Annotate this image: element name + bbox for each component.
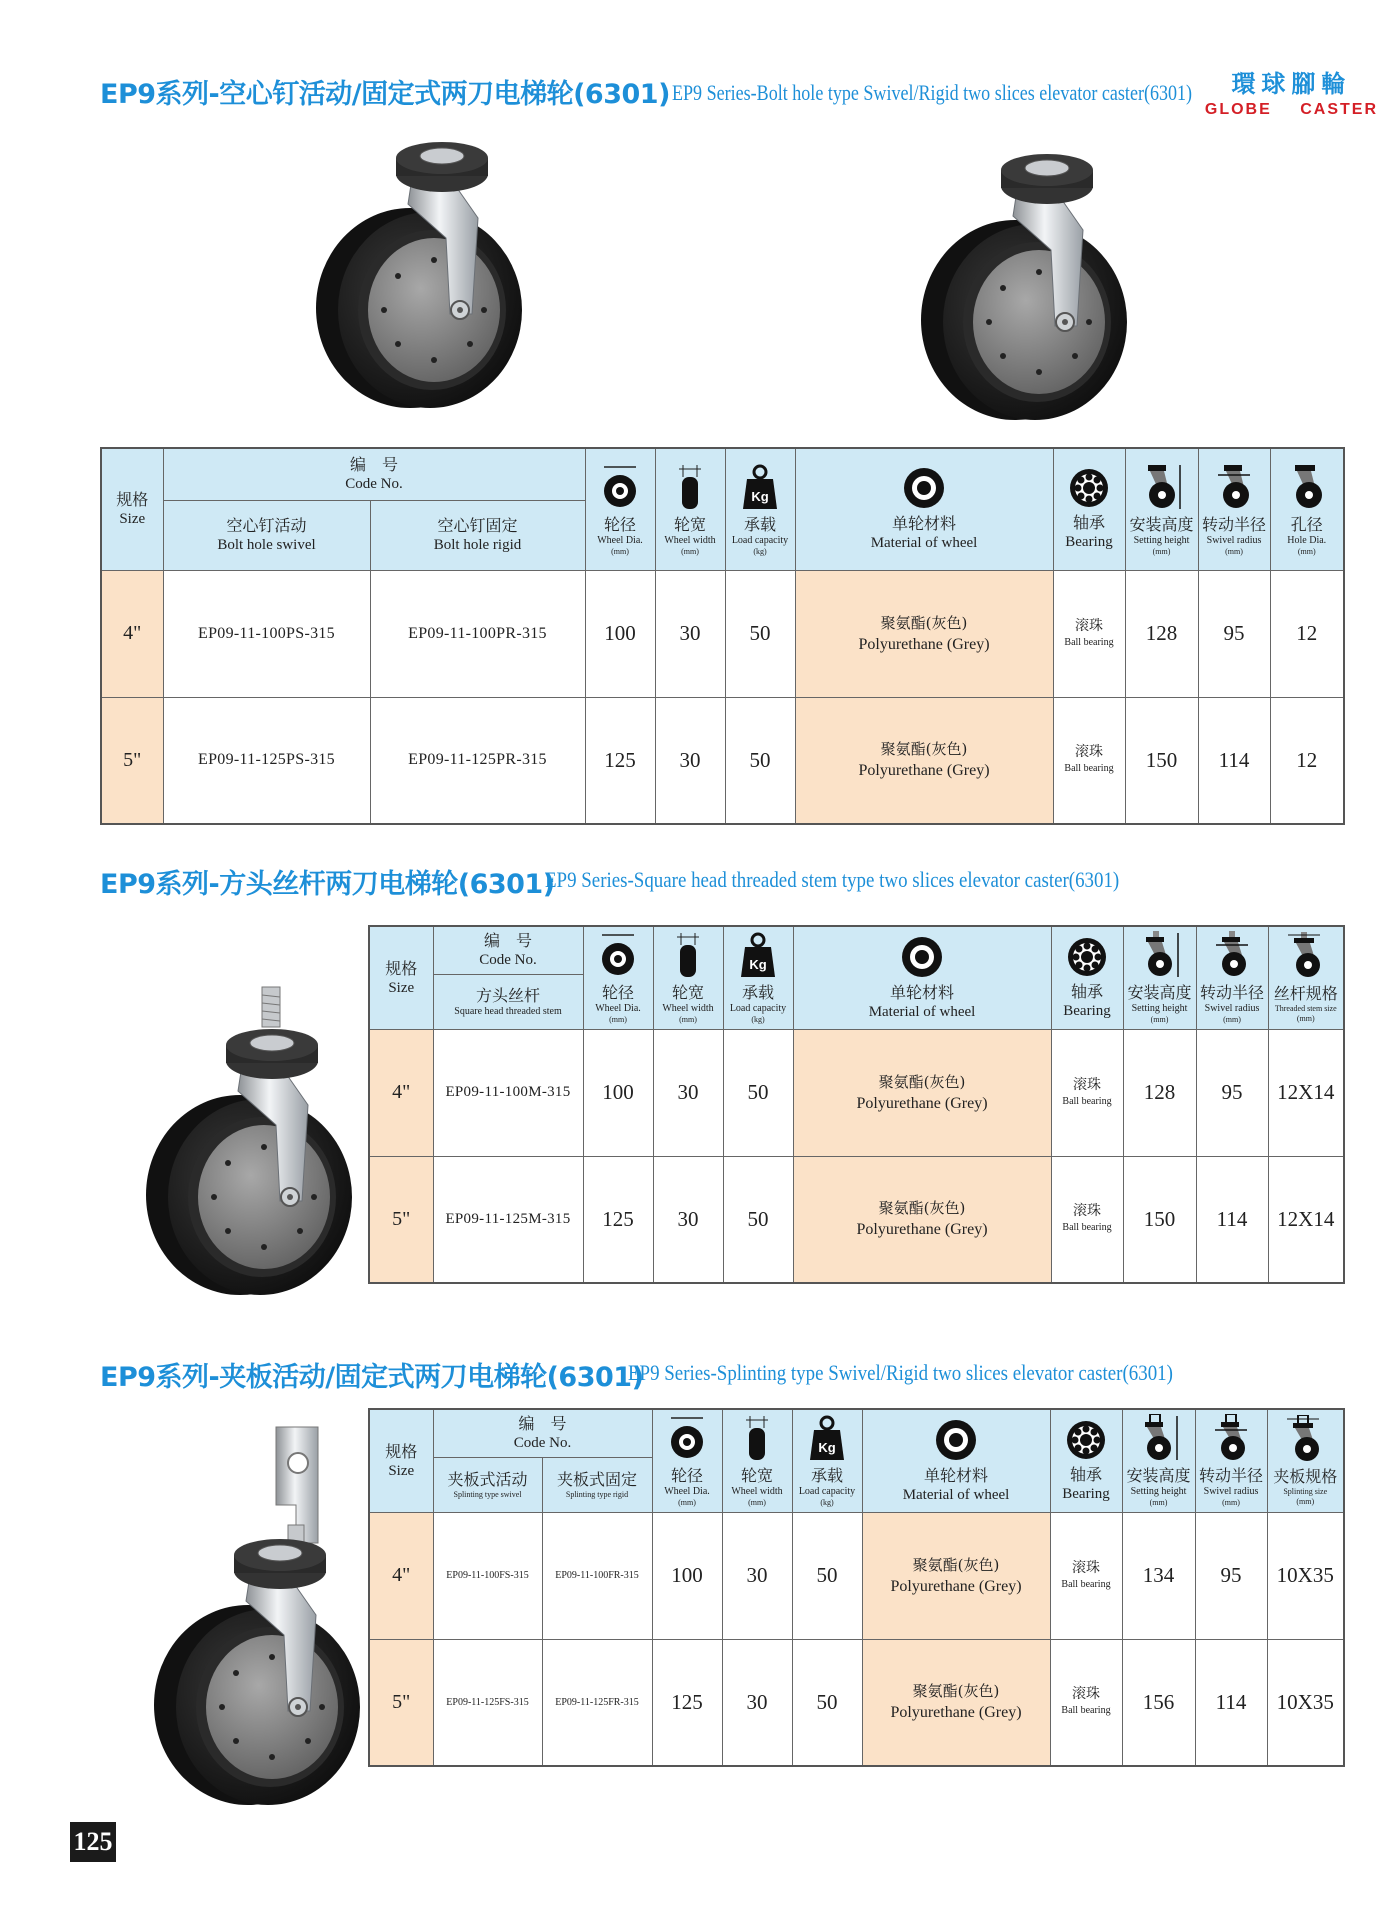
cell-size: 4" [101,570,163,697]
caster-photo-splinting [128,1425,368,1805]
wheel-material-icon [934,1418,978,1462]
hole-dia-icon [1285,463,1329,511]
cell-wheel-dia: 125 [585,697,655,824]
brand-name-cn: 環球腳輪 [1231,70,1352,98]
bearing-icon [1068,467,1110,509]
cell-setting-height: 134 [1122,1512,1195,1639]
cell-code-swivel: EP09-11-100FS-315 [433,1512,542,1639]
cell-code-rigid: EP09-11-125PR-315 [370,697,585,824]
header-code-sub2: 夹板式固定 Splinting type rigid [542,1457,652,1512]
table-row [369,1029,1344,1156]
cell-size: 4" [369,1029,433,1156]
header-load: Kg 承载 Load capacity (kg) [792,1409,862,1512]
header-load: Kg 承载 Load capacity (kg) [725,448,795,570]
wheel-material-icon [900,935,944,979]
cell-wheel-width: 30 [655,697,725,824]
wheel-width-icon [669,931,707,979]
cell-hole-dia: 12 [1270,697,1344,824]
header-bearing: 轴承 Bearing [1051,926,1123,1029]
header-size: 规格 Size [369,926,433,1029]
cell-wheel-width: 30 [653,1029,723,1156]
header-code-sub1: 方头丝杆 Square head threaded stem [433,974,583,1029]
cell-bearing: 滚珠 Ball bearing [1050,1639,1122,1766]
cell-code-rigid: EP09-11-100FR-315 [542,1512,652,1639]
cell-setting-height: 150 [1123,1156,1196,1283]
wheel-width-icon [738,1414,776,1462]
caster-photo-bolt-hole-swivel [300,138,530,428]
cell-wheel-dia: 100 [652,1512,722,1639]
header-threaded-stem-size: 丝杆规格 Threaded stem size (mm) [1268,926,1344,1029]
header-material: 单轮材料 Material of wheel [793,926,1051,1029]
table-row [369,1156,1344,1283]
section1-title-cn: EP9系列-空心钉活动/固定式两刀电梯轮(6301) [100,79,670,110]
header-code: 编 号 Code No. [163,448,585,500]
svg-text:Kg: Kg [818,1440,836,1456]
setting-height-icon [1138,931,1182,979]
header-bearing: 轴承 Bearing [1053,448,1125,570]
header-code-sub1: 夹板式活动 Splinting type swivel [433,1457,542,1512]
cell-swivel-radius: 114 [1195,1639,1267,1766]
swivel-radius-icon [1210,931,1254,979]
table-row [369,1639,1344,1766]
cell-material: 聚氨酯(灰色) Polyurethane (Grey) [862,1512,1050,1639]
cell-code-rigid: EP09-11-100PR-315 [370,570,585,697]
page-number: 125 [70,1822,116,1862]
cell-code-threaded-stem: EP09-11-100M-315 [433,1029,583,1156]
cell-code-rigid: EP09-11-125FR-315 [542,1639,652,1766]
wheel-dia-icon [668,1414,706,1462]
cell-setting-height: 156 [1122,1639,1195,1766]
cell-material: 聚氨酯(灰色) Polyurethane (Grey) [795,697,1053,824]
cell-wheel-width: 30 [655,570,725,697]
cell-size: 5" [369,1639,433,1766]
cell-load: 50 [723,1156,793,1283]
header-splinting-size: 夹板规格 Splinting size (mm) [1267,1409,1344,1512]
header-material: 单轮材料 Material of wheel [862,1409,1050,1512]
cell-swivel-radius: 95 [1198,570,1270,697]
header-setting-height: 安装高度 Setting height (mm) [1122,1409,1195,1512]
cell-material: 聚氨酯(灰色) Polyurethane (Grey) [793,1156,1051,1283]
header-material: 单轮材料 Material of wheel [795,448,1053,570]
brand-logo [1205,64,1378,119]
cell-bearing: 滚珠 Ball bearing [1051,1029,1123,1156]
cell-wheel-dia: 100 [583,1029,653,1156]
cell-code-swivel: EP09-11-100PS-315 [163,570,370,697]
setting-height-icon [1137,1414,1181,1462]
brand-name-en: GLOBE CASTER [1204,101,1378,118]
cell-code-threaded-stem: EP09-11-125M-315 [433,1156,583,1283]
load-weight-icon [808,1414,846,1462]
cell-load: 50 [792,1512,862,1639]
cell-wheel-width: 30 [722,1512,792,1639]
cell-material: 聚氨酯(灰色) Polyurethane (Grey) [862,1639,1050,1766]
cell-bearing: 滚珠 Ball bearing [1053,570,1125,697]
cell-load: 50 [725,570,795,697]
cell-setting-height: 150 [1125,697,1198,824]
header-load: Kg 承载 Load capacity (kg) [723,926,793,1029]
spec-table-bolt-hole [100,447,1345,825]
cell-size: 4" [369,1512,433,1639]
header-code: 编 号 Code No. [433,1409,652,1457]
header-wheel-width: 轮宽 Wheel width (mm) [653,926,723,1029]
header-swivel-radius: 转动半径 Swivel radius (mm) [1198,448,1270,570]
header-code-sub1: 空心钉活动 Bolt hole swivel [163,500,370,570]
cell-splinting-size: 10X35 [1267,1512,1344,1639]
cell-swivel-radius: 114 [1198,697,1270,824]
cell-load: 50 [792,1639,862,1766]
cell-material: 聚氨酯(灰色) Polyurethane (Grey) [793,1029,1051,1156]
swivel-radius-icon [1212,463,1256,511]
header-bearing: 轴承 Bearing [1050,1409,1122,1512]
wheel-material-icon [902,466,946,510]
header-size: 规格 Size [369,1409,433,1512]
cell-hole-dia: 12 [1270,570,1344,697]
cell-threaded-stem-size: 12X14 [1268,1029,1344,1156]
splinting-size-icon [1283,1415,1327,1463]
cell-wheel-width: 30 [653,1156,723,1283]
header-wheel-dia: 轮径 Wheel Dia. (mm) [585,448,655,570]
header-swivel-radius: 转动半径 Swivel radius (mm) [1195,1409,1267,1512]
cell-size: 5" [101,697,163,824]
header-wheel-dia: 轮径 Wheel Dia. (mm) [583,926,653,1029]
header-wheel-width: 轮宽 Wheel width (mm) [655,448,725,570]
header-setting-height: 安装高度 Setting height (mm) [1125,448,1198,570]
header-swivel-radius: 转动半径 Swivel radius (mm) [1196,926,1268,1029]
cell-material: 聚氨酯(灰色) Polyurethane (Grey) [795,570,1053,697]
cell-size: 5" [369,1156,433,1283]
spec-table-splinting [368,1408,1345,1767]
section2-title-en: EP9 Series-Square head threaded stem type two slices elevator caster(6301) [545,867,1120,892]
load-weight-icon [739,931,777,979]
wheel-dia-icon [601,463,639,511]
header-hole-dia: 孔径 Hole Dia. (mm) [1270,448,1344,570]
svg-text:Kg: Kg [751,488,769,504]
cell-load: 50 [725,697,795,824]
cell-code-swivel: EP09-11-125PS-315 [163,697,370,824]
cell-load: 50 [723,1029,793,1156]
header-setting-height: 安装高度 Setting height (mm) [1123,926,1196,1029]
header-code: 编 号 Code No. [433,926,583,974]
section2-title-cn: EP9系列-方头丝杆两刀电梯轮(6301) [100,869,555,900]
cell-threaded-stem-size: 12X14 [1268,1156,1344,1283]
table-row [101,697,1344,824]
section3-title-en: EP9 Series-Splinting type Swivel/Rigid two slices elevator caster(6301) [628,1360,1173,1385]
cell-swivel-radius: 114 [1196,1156,1268,1283]
header-size: 规格 Size [101,448,163,570]
caster-photo-threaded-stem [120,985,360,1295]
cell-bearing: 滚珠 Ball bearing [1051,1156,1123,1283]
svg-text:Kg: Kg [749,957,767,973]
table-row [369,1512,1344,1639]
cell-wheel-width: 30 [722,1639,792,1766]
cell-code-swivel: EP09-11-125FS-315 [433,1639,542,1766]
table-row [101,570,1344,697]
cell-swivel-radius: 95 [1196,1029,1268,1156]
wheel-dia-icon [599,931,637,979]
setting-height-icon [1140,463,1184,511]
cell-wheel-dia: 125 [583,1156,653,1283]
cell-setting-height: 128 [1123,1029,1196,1156]
threaded-stem-icon [1284,932,1328,980]
section1-title-en: EP9 Series-Bolt hole type Swivel/Rigid two slices elevator caster(6301) [672,80,1193,105]
bearing-icon [1065,1419,1107,1461]
section3-title-cn: EP9系列-夹板活动/固定式两刀电梯轮(6301) [100,1362,644,1393]
cell-bearing: 滚珠 Ball bearing [1050,1512,1122,1639]
header-wheel-width: 轮宽 Wheel width (mm) [722,1409,792,1512]
swivel-radius-icon [1209,1414,1253,1462]
cell-splinting-size: 10X35 [1267,1639,1344,1766]
cell-bearing: 滚珠 Ball bearing [1053,697,1125,824]
load-weight-icon [741,463,779,511]
spec-table-threaded-stem [368,925,1345,1284]
header-wheel-dia: 轮径 Wheel Dia. (mm) [652,1409,722,1512]
caster-photo-bolt-hole-rigid [905,150,1135,440]
header-code-sub2: 空心钉固定 Bolt hole rigid [370,500,585,570]
bearing-icon [1066,936,1108,978]
wheel-width-icon [671,463,709,511]
cell-swivel-radius: 95 [1195,1512,1267,1639]
cell-wheel-dia: 100 [585,570,655,697]
cell-wheel-dia: 125 [652,1639,722,1766]
cell-setting-height: 128 [1125,570,1198,697]
